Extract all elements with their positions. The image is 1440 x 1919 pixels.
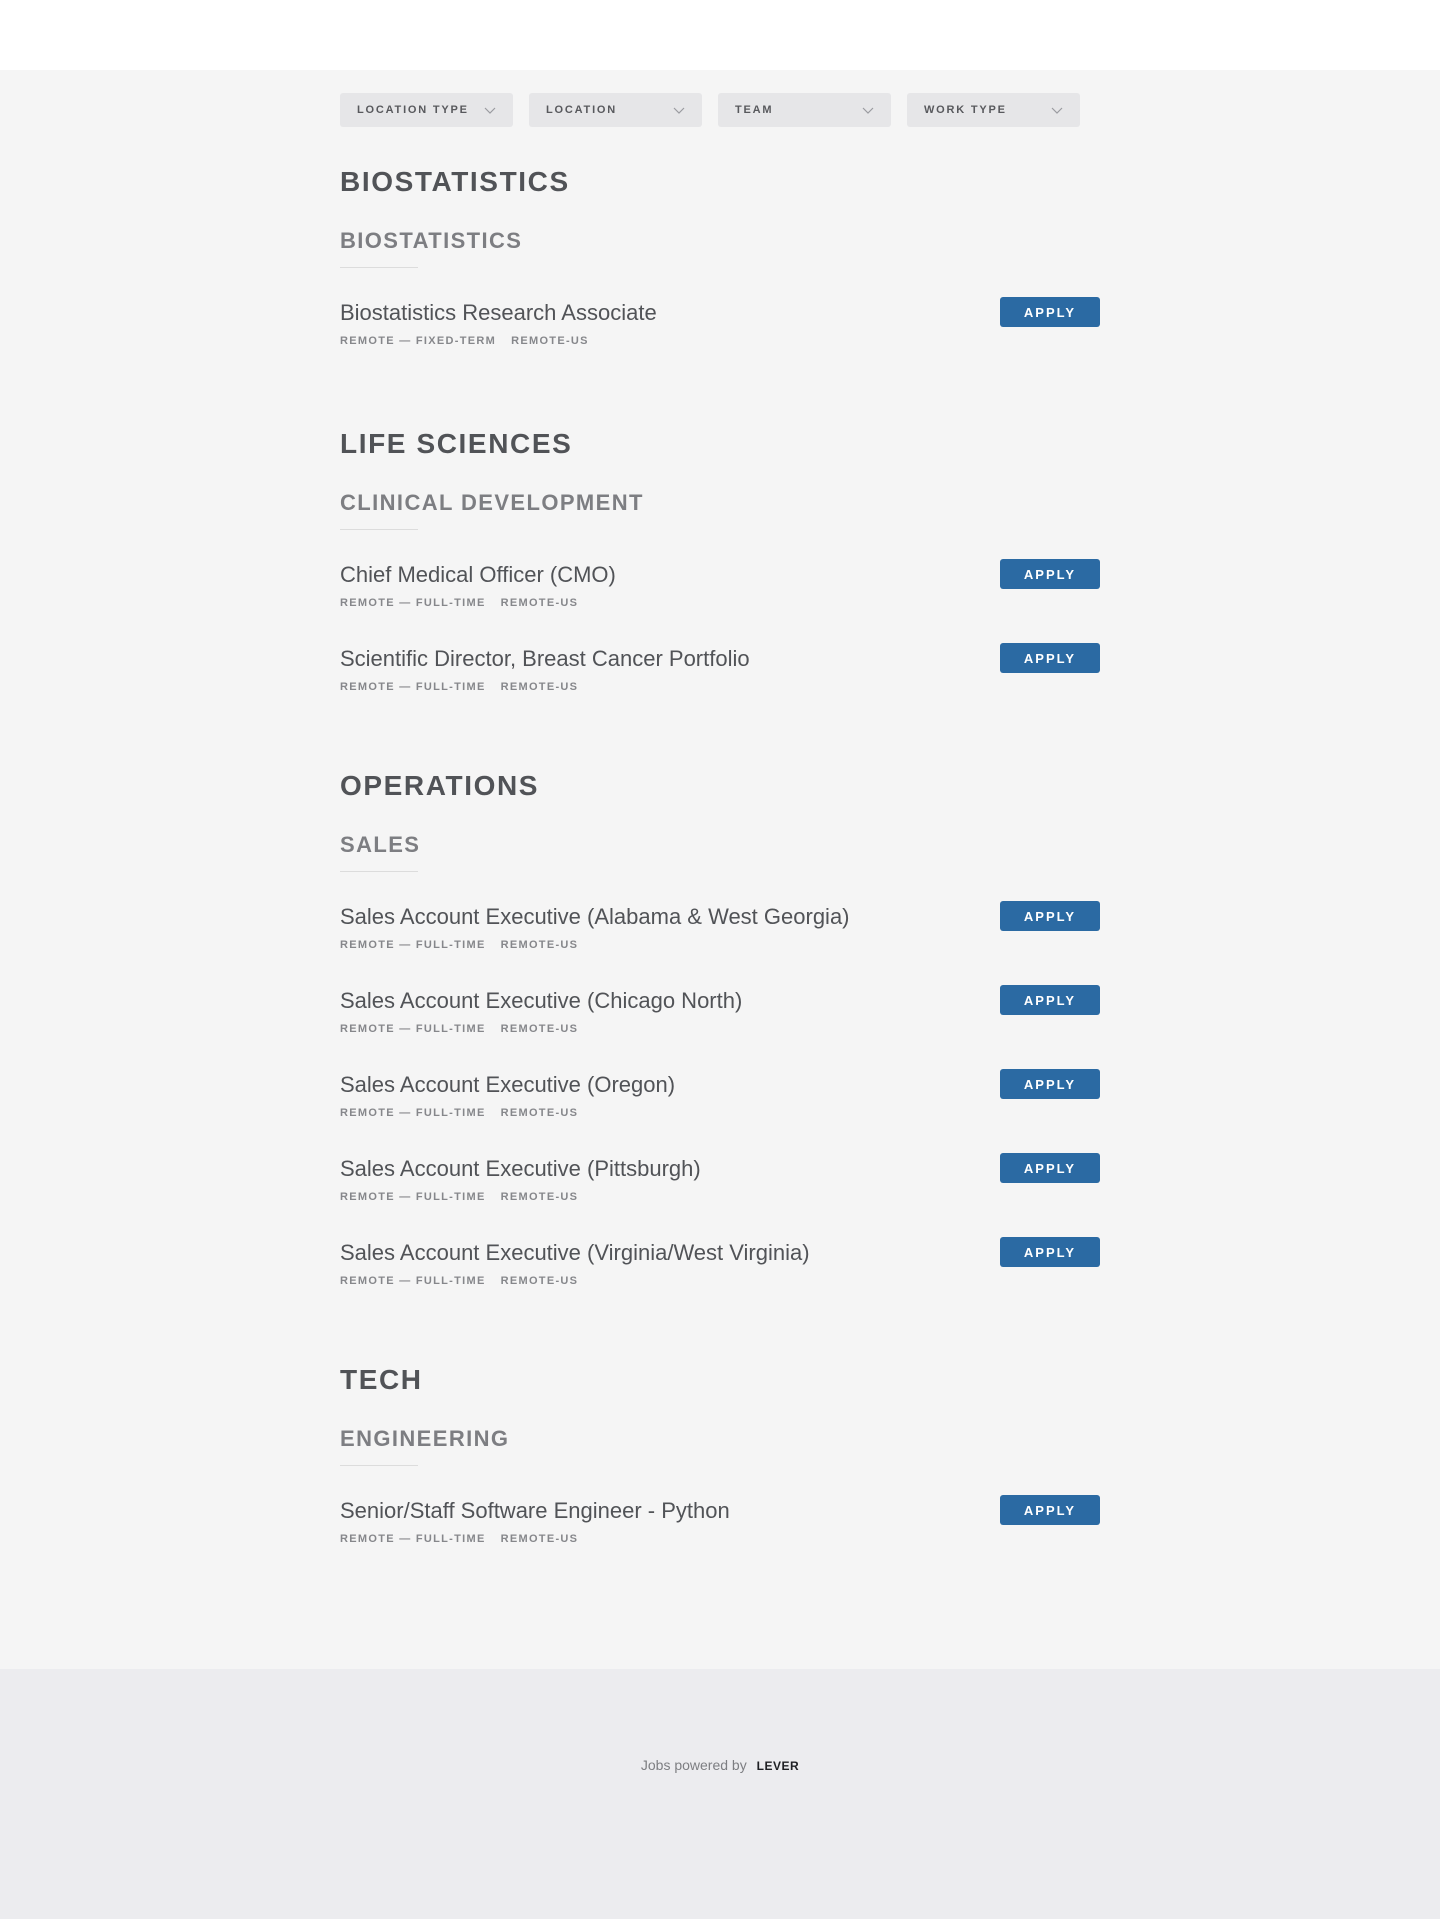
team-title: BIOSTATISTICS (340, 228, 523, 253)
posting-location: REMOTE-US (500, 1275, 579, 1287)
group-title: TECH (340, 1364, 423, 1395)
posting-categories (340, 1275, 578, 1287)
powered-by (0, 1757, 1440, 1773)
postings-group (340, 427, 1100, 729)
chevron-down-icon (672, 105, 686, 115)
chevron-down-icon (1050, 105, 1064, 115)
posting-title-link[interactable]: Chief Medical Officer (CMO) (340, 562, 616, 587)
posting-title-link[interactable]: Senior/Staff Software Engineer - Python (340, 1498, 730, 1523)
posting-categories (340, 1533, 578, 1545)
posting-title-link[interactable]: Sales Account Executive (Oregon) (340, 1072, 676, 1097)
posting-commitment: REMOTE — FULL-TIME (340, 1107, 486, 1119)
filter-location[interactable] (529, 93, 702, 127)
filter-work-type[interactable] (907, 93, 1080, 127)
apply-button[interactable]: APPLY (1000, 1069, 1100, 1099)
posting-commitment: REMOTE — FULL-TIME (340, 1533, 486, 1545)
posting-title-link[interactable]: Sales Account Executive (Alabama & West Georgia) (340, 904, 850, 929)
posting (340, 645, 1100, 729)
top-bar (0, 0, 1440, 70)
posting-location: REMOTE-US (500, 1023, 579, 1035)
divider (340, 529, 418, 530)
powered-by-text: Jobs powered by (640, 1757, 747, 1773)
posting-location: REMOTE-US (500, 1191, 579, 1203)
postings-group (340, 1363, 1100, 1581)
team-title: ENGINEERING (340, 1426, 510, 1451)
apply-button[interactable]: APPLY (1000, 1495, 1100, 1525)
posting (340, 1497, 1100, 1581)
lever-logo[interactable]: LEVER (756, 1759, 800, 1773)
posting-commitment: REMOTE — FULL-TIME (340, 1275, 486, 1287)
posting-location: REMOTE-US (500, 597, 579, 609)
posting (340, 903, 1100, 987)
posting-categories (340, 681, 578, 693)
posting (340, 1071, 1100, 1155)
postings-group (340, 769, 1100, 1323)
posting (340, 1155, 1100, 1239)
posting-categories (340, 1191, 578, 1203)
posting-commitment: REMOTE — FULL-TIME (340, 1191, 486, 1203)
posting-title-link[interactable]: Scientific Director, Breast Cancer Portfolio (340, 646, 750, 671)
filter-label: LOCATION TYPE (357, 104, 469, 116)
posting-title-link[interactable]: Sales Account Executive (Chicago North) (340, 988, 743, 1013)
divider (340, 1465, 418, 1466)
posting-categories (340, 939, 578, 951)
group-title: LIFE SCIENCES (340, 428, 573, 459)
posting (340, 561, 1100, 645)
apply-button[interactable]: APPLY (1000, 1237, 1100, 1267)
posting-title-link[interactable]: Biostatistics Research Associate (340, 300, 657, 325)
posting-commitment: REMOTE — FULL-TIME (340, 1023, 486, 1035)
apply-button[interactable]: APPLY (1000, 1153, 1100, 1183)
footer (0, 1669, 1440, 1919)
posting-title-link[interactable]: Sales Account Executive (Virginia/West Virginia) (340, 1240, 810, 1265)
posting (340, 299, 1100, 383)
posting-title-link[interactable]: Sales Account Executive (Pittsburgh) (340, 1156, 701, 1181)
filter-location-type[interactable] (340, 93, 513, 127)
posting-commitment: REMOTE — FIXED-TERM (340, 335, 497, 347)
apply-button[interactable]: APPLY (1000, 643, 1100, 673)
posting-commitment: REMOTE — FULL-TIME (340, 939, 486, 951)
posting-categories (340, 335, 589, 347)
apply-button[interactable]: APPLY (1000, 559, 1100, 589)
posting-commitment: REMOTE — FULL-TIME (340, 681, 486, 693)
apply-button[interactable]: APPLY (1000, 985, 1100, 1015)
chevron-down-icon (861, 105, 875, 115)
posting-categories (340, 597, 578, 609)
filter-label: TEAM (735, 104, 774, 116)
filter-bar (340, 70, 1100, 127)
team-title: SALES (340, 832, 421, 857)
team-title: CLINICAL DEVELOPMENT (340, 490, 644, 515)
filter-team[interactable] (718, 93, 891, 127)
apply-button[interactable]: APPLY (1000, 297, 1100, 327)
posting-categories (340, 1107, 578, 1119)
divider (340, 871, 418, 872)
apply-button[interactable]: APPLY (1000, 901, 1100, 931)
postings-group (340, 165, 1100, 383)
posting-commitment: REMOTE — FULL-TIME (340, 597, 486, 609)
posting-location: REMOTE-US (500, 681, 579, 693)
posting-categories (340, 1023, 578, 1035)
filter-label: WORK TYPE (924, 104, 1007, 116)
group-title: BIOSTATISTICS (340, 166, 570, 197)
posting-location: REMOTE-US (500, 939, 579, 951)
chevron-down-icon (483, 105, 497, 115)
divider (340, 267, 418, 268)
posting (340, 1239, 1100, 1323)
posting-location: REMOTE-US (500, 1107, 579, 1119)
group-title: OPERATIONS (340, 770, 540, 801)
posting-location: REMOTE-US (511, 335, 589, 347)
posting-location: REMOTE-US (500, 1533, 579, 1545)
postings-container (340, 70, 1100, 1581)
filter-label: LOCATION (546, 104, 618, 116)
posting (340, 987, 1100, 1071)
